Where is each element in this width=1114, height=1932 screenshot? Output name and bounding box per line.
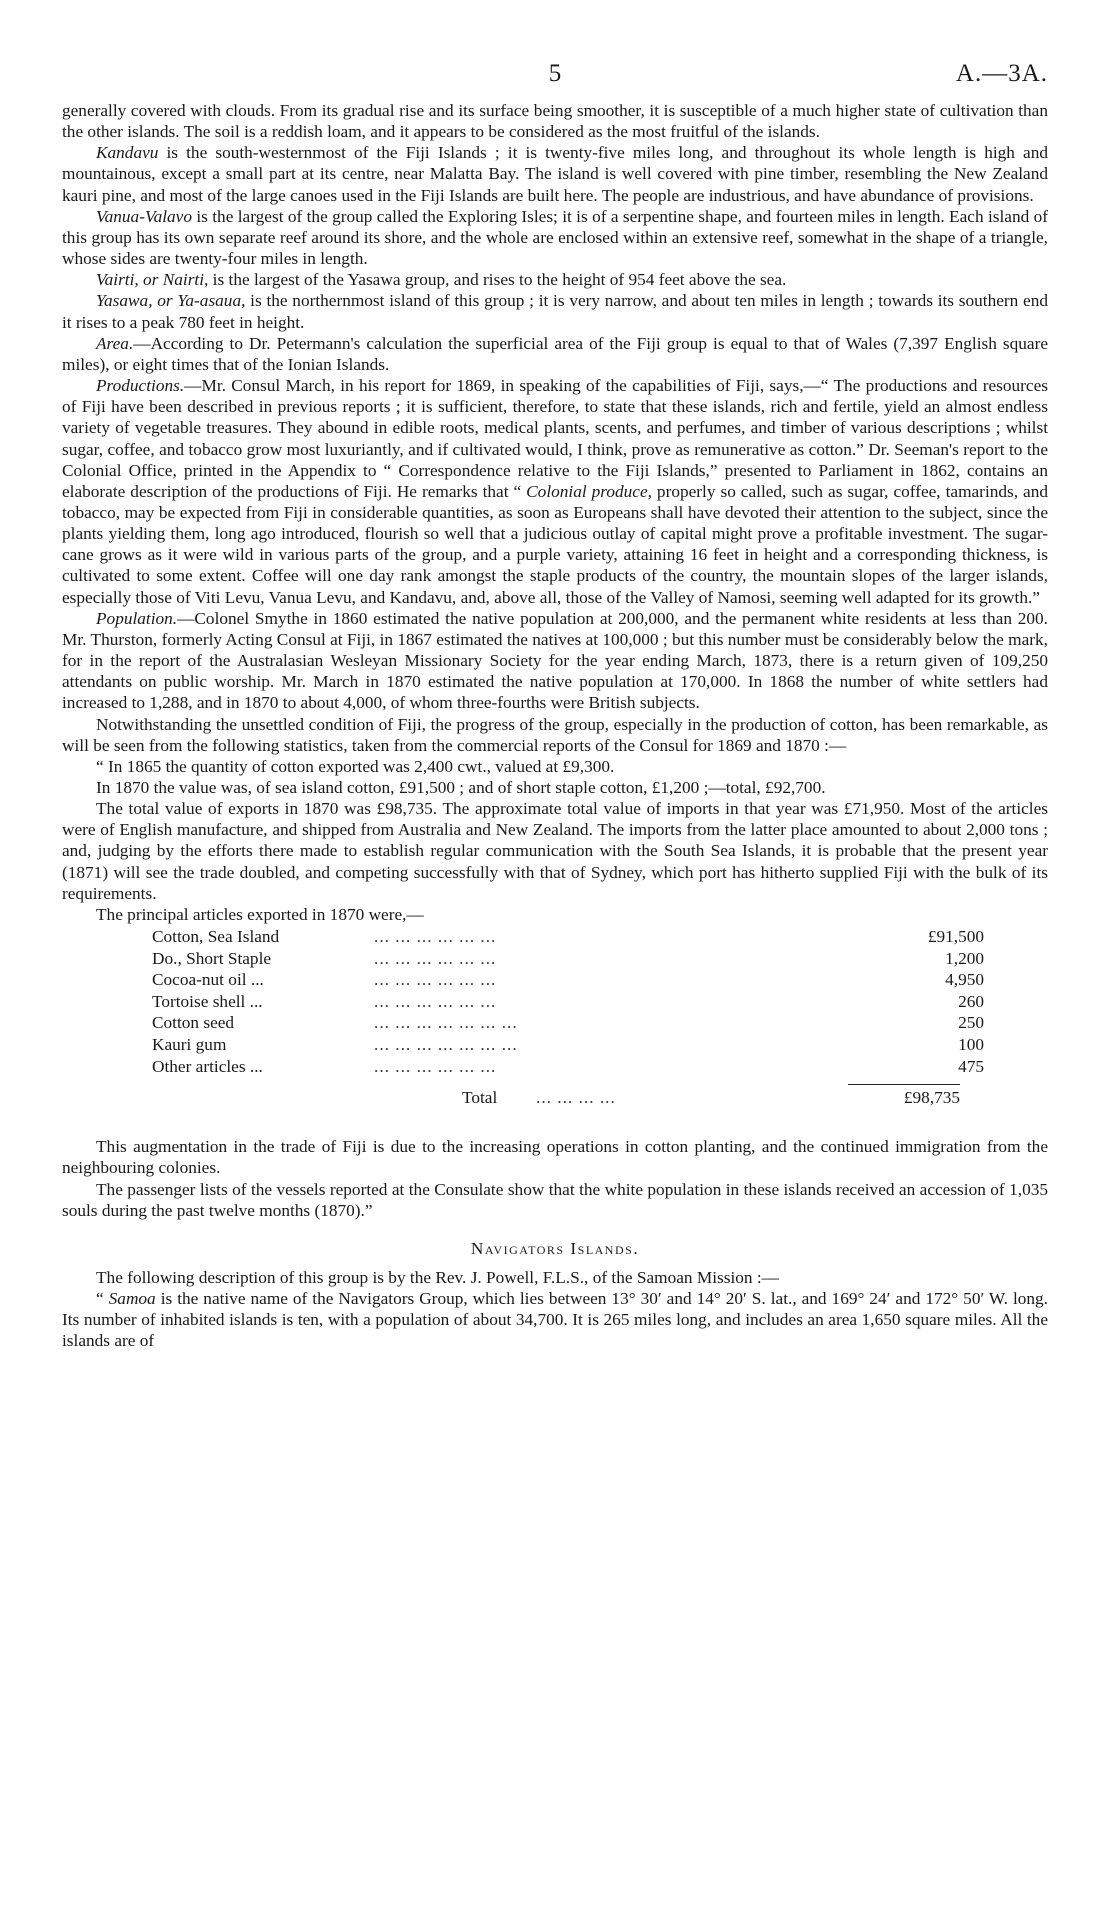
paragraph: The passenger lists of the vessels reported at the Consulate show that the white population in these islands received an accession of 1,035 souls during the past twelve months (1870).” <box>62 1179 1048 1220</box>
table-cell-leaders: ... ... ... ... ... ... <box>374 927 497 947</box>
table-cell-article: Other articles ... <box>152 1056 263 1076</box>
table-total-label: Total <box>462 1088 498 1108</box>
table-cell-amount: 475 <box>958 1056 984 1076</box>
table-row <box>62 1013 1048 1035</box>
table-cell-amount: 250 <box>958 1013 984 1033</box>
section-heading: Navigators Islands. <box>470 1238 640 1258</box>
table-row <box>62 927 1048 949</box>
paragraph: “ In 1865 the quantity of cotton exported was 2,400 cwt., valued at £9,300. <box>96 756 615 776</box>
exports-table <box>62 927 1048 1114</box>
table-row <box>62 992 1048 1014</box>
table-cell-leaders: ... ... ... ... ... ... <box>374 1056 497 1076</box>
document-page <box>62 60 1048 1352</box>
table-cell-article: Cotton, Sea Island <box>152 927 280 947</box>
paragraph-kandavu: Kandavu is the south-westernmost of the Fiji Islands ; it is twenty-five miles long, and throughout its whole length is high and mountainous, except a small part at its centre, near Malatta Bay. The island is well covered with pine timber, resembling the New Zealand kauri pine, and most of the large canoes used in the Fiji Islands are built here. The people are industrious, and have abundance of provisions. <box>62 143 1048 205</box>
table-cell-leaders: ... ... ... ... ... ... ... <box>374 1013 518 1033</box>
paragraph-vairti: Vairti, or Nairti, is the largest of the Yasawa group, and rises to the height of 954 feet above the sea. <box>96 270 787 290</box>
spacer <box>62 1114 1048 1136</box>
table-total-amount: £98,735 <box>903 1088 960 1108</box>
table-cell-amount: 1,200 <box>945 948 984 968</box>
body-text <box>62 100 1048 925</box>
table-cell-article: Tortoise shell ... <box>152 991 263 1011</box>
table-row <box>62 1035 1048 1057</box>
paragraph-productions: Productions.—Mr. Consul March, in his report for 1869, in speaking of the capabilities of Fiji, says,—“ The productions and resources of Fiji have been described in previous reports ; it is sufficient, therefore, to state that these islands, rich and fertile, yield an almost endless variety of vegetable treasures. They abound in edible roots, medical plants, scents, and perfumes, and timber of various descriptions ; whilst sugar, coffee, and tobacco grow most luxuriantly, and if cultivated would, I think, prove as remunerative as cotton.” Dr. Seeman's report to the Colonial Office, printed in the Appendix to “ Correspondence relative to the Fiji Islands,” presented to Parliament in 1862, contains an elaborate description of the productions of Fiji. He remarks that “ Colonial produce, properly so called, such as sugar, coffee, tamarinds, and tobacco, may be expected from Fiji in considerable quantities, as soon as Europeans shall have devoted their attention to the subject, since the plants yielding them, long ago introduced, flourish so well that a judicious outlay of capital might prove a profitable investment. The sugar-cane grows as it were wild in various parts of the group, and a purple variety, attaining 16 feet in height and a corresponding thickness, is cultivated to some extent. Coffee will one day rank amongst the staple products of the country, the mountain slopes of the larger islands, especially those of Viti Levu, Vanua Levu, and Kandavu, and, above all, those of the Valley of Namosi, seeming well adapted for its growth.” <box>62 376 1049 607</box>
paragraph-samoa: “ Samoa is the native name of the Navigators Group, which lies between 13° 30′ and 14° 20′ S. lat., and 169° 24′ and 172° 50′ W. long. Its number of inhabited islands is ten, with a population of about 34,700. It is 265 miles long, and includes an area 1,650 square miles. All the islands are of <box>62 1289 1048 1351</box>
paragraph: generally covered with clouds. From its gradual rise and its surface being smoother, it is susceptible of a much higher state of cultivation than the other islands. The soil is a reddish loam, and it appears to be considered as the most fruitful of the islands. <box>62 101 1048 142</box>
body-text-after-table <box>62 1136 1048 1221</box>
paragraph: The total value of exports in 1870 was £98,735. The approximate total value of imports in that year was £71,950. Most of the articles were of English manufacture, and shipped from Australia and New Zealand. The imports from the latter place amounted to about 2,000 tons ; and, judging by the efforts there made to establish regular communication with the South Sea Islands, it is probable that the present year (1871) will see the trade doubled, and competing successfully with that of Sydney, which port has hitherto supplied Fiji with the bulk of its requirements. <box>62 799 1048 903</box>
paragraph-population: Population.—Colonel Smythe in 1860 estimated the native population at 200,000, and the permanent white residents at less than 200. Mr. Thurston, formerly Acting Consul at Fiji, in 1867 estimated the natives at 100,000 ; but this number must be considerably below the mark, for in the report of the Australasian Wesleyan Missionary Society for the year ending March, 1873, there is a return given of 109,250 attendants on public worship. Mr. March in 1870 estimated the native population at 170,000. In 1868 the number of white settlers had increased to 1,288, and in 1870 to about 4,000, of whom three-fourths were British subjects. <box>62 608 1048 713</box>
table-cell-leaders: ... ... ... ... ... ... ... <box>374 1035 518 1055</box>
total-rule <box>62 1078 1048 1088</box>
table-cell-article: Kauri gum <box>152 1035 227 1055</box>
table-cell-amount: 4,950 <box>945 970 984 990</box>
paragraph: This augmentation in the trade of Fiji is due to the increasing operations in cotton planting, and the continued immigration from the neighbouring colonies. <box>62 1137 1048 1178</box>
paragraph-area: Area.—According to Dr. Petermann's calculation the superficial area of the Fiji group is equal to that of Wales (7,397 English square miles), or eight times that of the Ionian Islands. <box>62 333 1048 374</box>
total-rule-line <box>848 1084 960 1085</box>
table-cell-article: Cotton seed <box>152 1013 235 1033</box>
table-cell-article: Cocoa-nut oil ... <box>152 970 264 990</box>
paragraph: The following description of this group is by the Rev. J. Powell, F.L.S., of the Samoan Mission :— <box>96 1267 779 1287</box>
table-row <box>62 970 1048 992</box>
document-reference: A.—3A. <box>955 60 1048 87</box>
table-total-row <box>62 1088 1048 1114</box>
paragraph: In 1870 the value was, of sea island cotton, £91,500 ; and of short staple cotton, £1,200 ;—total, £92,700. <box>96 778 826 797</box>
table-cell-leaders: ... ... ... ... ... ... <box>374 948 497 968</box>
paragraph-yasawa: Yasawa, or Ya-asaua, is the northernmost island of this group ; it is very narrow, and about ten miles in length ; towards its southern end it rises to a peak 780 feet in height. <box>62 291 1048 332</box>
table-cell-leaders: ... ... ... ... <box>536 1088 616 1108</box>
page-header <box>62 60 1048 100</box>
table-row <box>62 949 1048 971</box>
paragraph-vanua-valavo: Vanua-Valavo is the largest of the group called the Exploring Isles; it is of a serpentine shape, and fourteen miles in length. Each island of this group has its own separate reef around its shore, and the whole are enclosed within an extensive reef, somewhat in the shape of a triangle, whose sides are twenty-four miles in length. <box>62 206 1048 269</box>
paragraph: Notwithstanding the unsettled condition of Fiji, the progress of the group, especially in the production of cotton, has been remarkable, as will be seen from the following statistics, taken from the commercial reports of the Consul for 1869 and 1870 :— <box>62 714 1048 755</box>
body-text-bottom <box>62 1267 1048 1352</box>
page-number: 5 <box>548 60 562 87</box>
table-cell-leaders: ... ... ... ... ... ... <box>374 991 497 1011</box>
table-cell-leaders: ... ... ... ... ... ... <box>374 970 497 990</box>
table-cell-amount: £91,500 <box>927 927 984 947</box>
table-cell-article: Do., Short Staple <box>152 948 272 968</box>
table-cell-amount: 100 <box>958 1035 984 1055</box>
table-cell-amount: 260 <box>958 991 984 1011</box>
table-row <box>62 1057 1048 1079</box>
paragraph: The principal articles exported in 1870 were,— <box>96 904 424 924</box>
